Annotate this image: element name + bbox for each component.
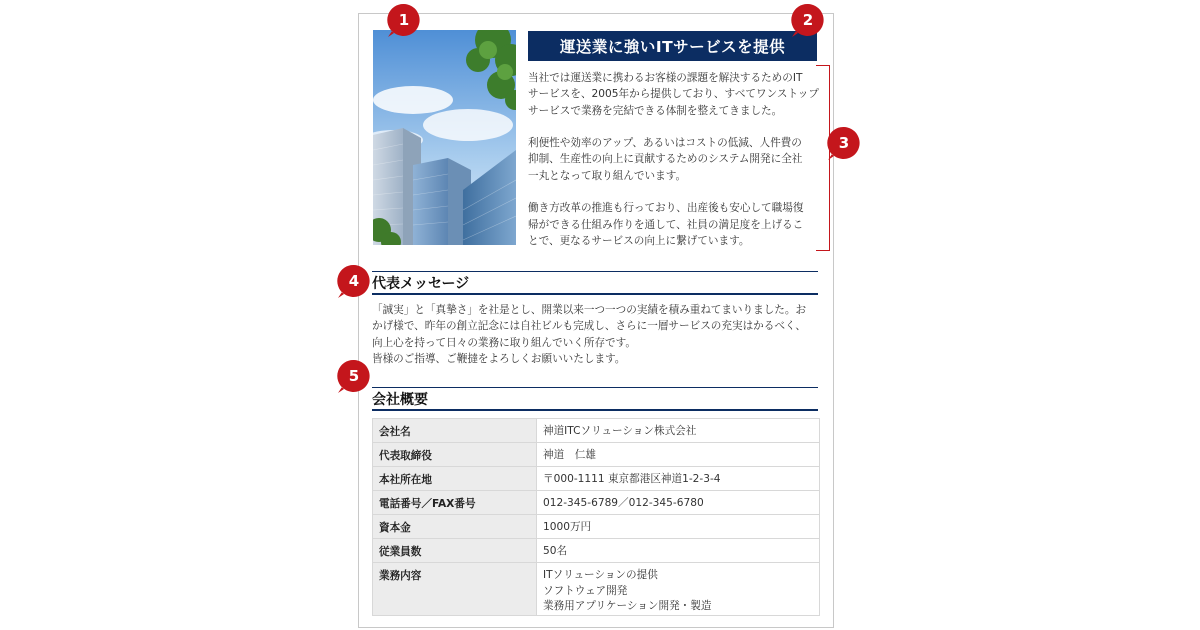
callout-badge: 3	[826, 125, 862, 161]
table-row	[373, 515, 820, 539]
message-line: 皆様のご指導、ご鞭撻をよろしくお願いいたします。	[372, 352, 626, 365]
message-line: 向上心を持って日々の業務に取り組んでいく所存です。	[372, 336, 636, 349]
row-value: 神道 仁雄	[537, 443, 820, 467]
hero-title: 運送業に強いITサービスを提供	[528, 31, 817, 61]
intro-paragraph: 当社では運送業に携わるお客様の課題を解決するためのIT サービスを、2005年から提供しており、すべてワンストップ サービスで業務を完結できる体制を整えてきました。	[528, 72, 819, 117]
intro-text	[528, 70, 820, 266]
overview-heading: 会社概要	[372, 387, 818, 411]
row-key: 業務内容	[373, 563, 537, 616]
row-value: 1000万円	[537, 515, 820, 539]
row-value: 50名	[537, 539, 820, 563]
row-value: 012-345-6789／012-345-6780	[537, 491, 820, 515]
message-text	[372, 302, 824, 367]
row-key: 代表取締役	[373, 443, 537, 467]
table-row	[373, 563, 820, 616]
intro-paragraph: 利便性や効率のアップ、あるいはコストの低減、人件費の 抑制、生産性の向上に貢献するためのシステム開発に全社 一丸となって取り組んでいます。	[528, 137, 803, 182]
row-key: 会社名	[373, 419, 537, 443]
row-key: 本社所在地	[373, 467, 537, 491]
row-key: 資本金	[373, 515, 537, 539]
callout-badge: 5	[336, 358, 372, 394]
message-line: かげ様で、昨年の創立記念には自社ビルも完成し、さらに一層サービスの充実はかるべく、	[372, 320, 806, 333]
table-row	[373, 443, 820, 467]
row-value: ITソリューションの提供 ソフトウェア開発 業務用アプリケーション開発・製造	[537, 563, 820, 616]
callout-badge: 2	[790, 2, 826, 38]
row-value: 神道ITCソリューション株式会社	[537, 419, 820, 443]
callout-badge: 4	[336, 263, 372, 299]
intro-paragraph: 働き方改革の推進も行っており、出産後も安心して職場復 帰ができる仕組み作りを通して、社員の満足度を上げるこ とで、更なるサービスの向上に繋げています。	[528, 202, 804, 247]
table-row	[373, 467, 820, 491]
table-row	[373, 539, 820, 563]
row-value: 〒000-1111 東京都港区神道1-2-3-4	[537, 467, 820, 491]
company-overview-table	[372, 418, 820, 616]
building-photo	[373, 30, 516, 245]
row-key: 電話番号／FAX番号	[373, 491, 537, 515]
table-row	[373, 419, 820, 443]
message-line: 「誠実」と「真摯さ」を社是とし、開業以来一つ一つの実績を積み重ねてまいりました。お	[372, 304, 807, 316]
row-key: 従業員数	[373, 539, 537, 563]
table-row	[373, 491, 820, 515]
callout-badge: 1	[386, 2, 422, 38]
message-heading: 代表メッセージ	[372, 271, 818, 295]
